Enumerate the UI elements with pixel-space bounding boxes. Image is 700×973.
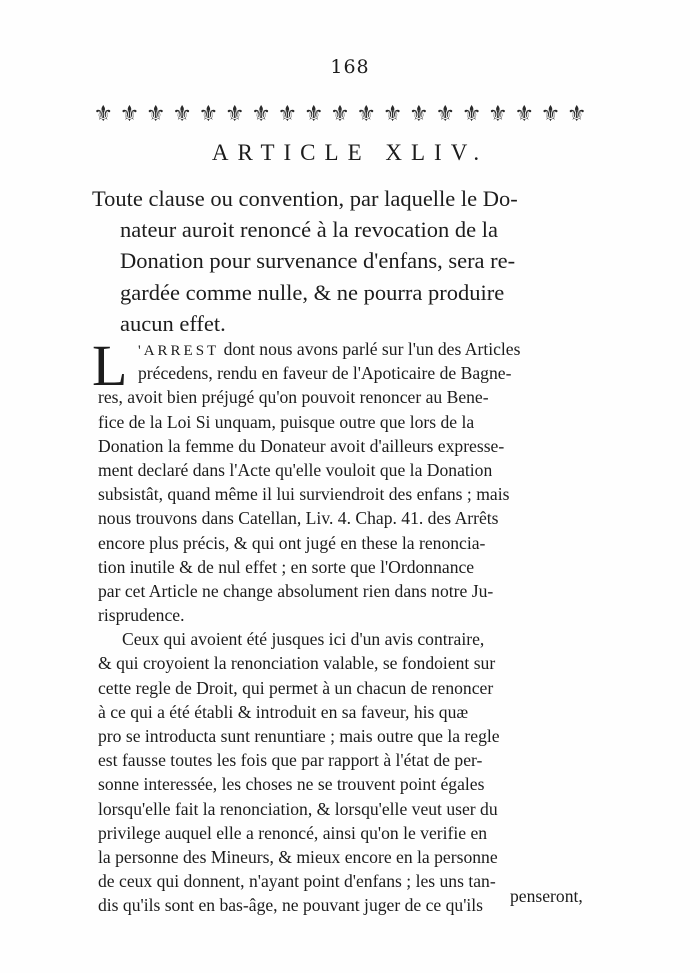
fleur-de-lis-icon: ⚜ [303, 102, 324, 127]
fleur-de-lis-icon: ⚜ [566, 102, 587, 127]
commentary-body [92, 333, 598, 918]
body-line: subsistât, quand même il lui surviendroit des enfans ; mais [98, 484, 510, 505]
fleur-de-lis-icon: ⚜ [435, 102, 456, 127]
body-line: cette regle de Droit, qui permet à un chacun de renoncer [98, 677, 494, 698]
body-line-text: dont nous avons parlé sur l'un des Articles [219, 339, 521, 359]
body-line [98, 337, 598, 361]
summary-line: Donation pour survenance d'enfans, sera re- [120, 248, 516, 274]
fleur-de-lis-icon: ⚜ [198, 102, 219, 127]
fleur-de-lis-icon: ⚜ [409, 102, 429, 127]
body-line: Ceux qui avoient été jusques ici d'un avis contraire, [122, 629, 485, 650]
body-line: tion inutile & de nul effet ; en sorte que l'Ordonnance [98, 556, 475, 577]
body-line: Donation la femme du Donateur avoit d'ailleurs expresse- [98, 435, 505, 456]
body-line: ment declaré dans l'Acte qu'elle vouloit que la Donation [98, 459, 493, 480]
body-line: de ceux qui donnent, n'ayant point d'enfans ; les uns tan- [98, 871, 496, 892]
body-line: sonne interessée, les choses ne se trouvent point égales [98, 774, 485, 795]
body-line: & qui croyoient la renonciation valable, se fondoient sur [98, 653, 496, 674]
fleur-de-lis-icon: ⚜ [514, 102, 535, 127]
body-line: privilege auquel elle a renoncé, ainsi qu'on le verifie en [98, 822, 488, 843]
fleur-de-lis-icon: ⚜ [145, 102, 166, 127]
summary-line: Toute clause ou convention, par laquelle le Do- [92, 186, 518, 211]
body-line: encore plus précis, & qui ont jugé en these la renoncia- [98, 532, 486, 553]
body-line: précedens, rendu en faveur de l'Apoticaire de Bagne- [138, 363, 512, 384]
body-line: la personne des Mineurs, & mieux encore en la personne [98, 846, 498, 867]
fleur-de-lis-icon: ⚜ [277, 102, 298, 127]
article-summary [92, 183, 592, 339]
body-line: dis qu'ils sont en bas-âge, ne pouvant juger de ce qu'ils [98, 895, 484, 916]
drop-cap: L [92, 333, 128, 398]
fleur-de-lis-icon: ⚜ [251, 102, 271, 127]
page-number: 168 [330, 56, 370, 78]
fleuron-ornament-band [90, 96, 590, 130]
body-line: est fausse toutes les fois que par rapport à l'état de per- [98, 750, 483, 771]
body-line: risprudence. [98, 605, 185, 626]
fleur-de-lis-icon: ⚜ [172, 102, 192, 127]
summary-line: aucun effet. [120, 310, 226, 336]
body-line: pro se introducta sunt renuntiare ; mais outre que la regle [98, 726, 500, 746]
summary-line: gardée comme nulle, & ne pourra produire [120, 279, 505, 305]
fleur-de-lis-icon: ⚜ [461, 102, 482, 127]
fleur-de-lis-icon: ⚜ [488, 102, 508, 127]
article-title: ARTICLE XLIV. [211, 140, 489, 165]
body-line: res, avoit bien préjugé qu'on pouvoit renoncer au Bene- [98, 387, 489, 408]
fleur-de-lis-icon: ⚜ [119, 102, 140, 127]
fleur-de-lis-icon: ⚜ [330, 102, 350, 127]
body-line: nous trouvons dans Catellan, Liv. 4. Chap. 41. des Arrêts [98, 508, 499, 529]
summary-line: nateur auroit renoncé à la revocation de la [120, 217, 498, 243]
fleur-de-lis-icon: ⚜ [93, 102, 114, 127]
fleur-de-lis-icon: ⚜ [540, 102, 561, 127]
catchword: penseront, [510, 886, 583, 906]
body-line: par cet Article ne change absolument rien dans notre Ju- [98, 580, 494, 601]
fleur-de-lis-icon: ⚜ [382, 102, 403, 127]
fleur-de-lis-icon: ⚜ [224, 102, 245, 127]
body-line: lorsqu'elle fait la renonciation, & lorsqu'elle veut user du [98, 798, 498, 819]
body-line: fice de la Loi Si unquam, puisque outre que lors de la [98, 411, 475, 432]
fleur-de-lis-icon: ⚜ [356, 102, 377, 127]
first-word: 'ARREST [138, 343, 220, 359]
body-line: à ce qui a été établi & introduit en sa faveur, his quæ [98, 701, 469, 722]
